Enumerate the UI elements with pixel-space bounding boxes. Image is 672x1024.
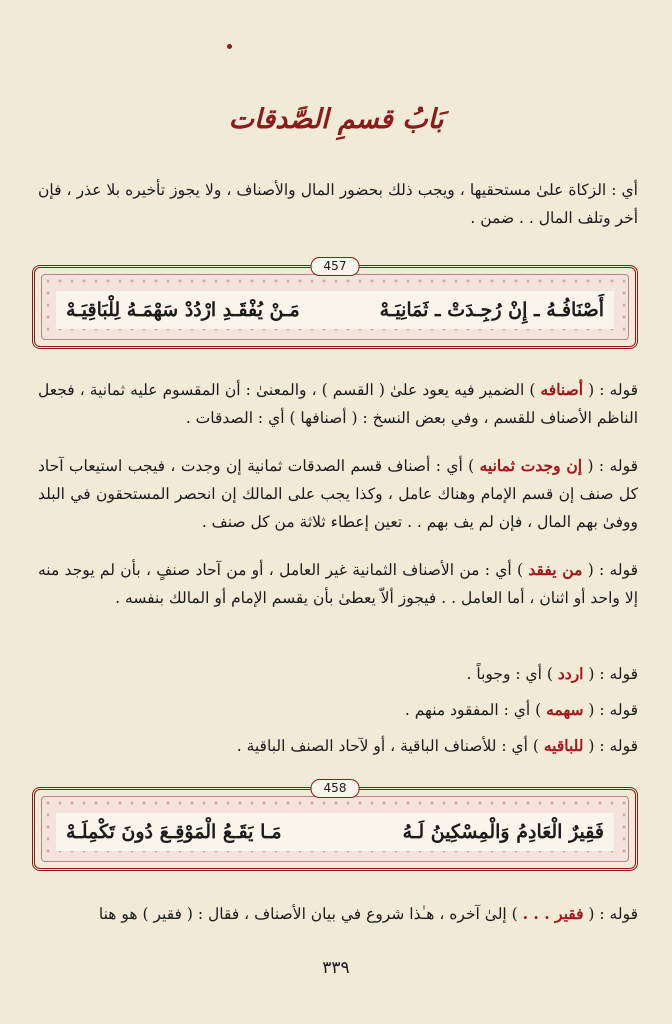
term-highlight: للباقيه xyxy=(543,736,584,755)
term-highlight: سهمه xyxy=(546,700,584,719)
verse-line xyxy=(56,813,614,851)
commentary-man-yufqad: قوله : ( من يفقد ) أي : من الأصناف الثمانية غير العامل ، أو من آحاد صنفٍ ، بأن لم يوجد منه إلا واحد أو اثنان ، أما العامل . . فيجوز ألاّ يعطىٰ بأن يقسم الإمام أو المالك بنفسه . xyxy=(38,560,639,607)
term-highlight: فقير . . . xyxy=(522,904,584,923)
commentary-urdud: قوله : ( اردد ) أي : وجوباً . xyxy=(466,664,638,683)
verse-number: 457 xyxy=(311,257,360,276)
verse-box-457 xyxy=(32,259,638,349)
page-number: ٣٣٩ xyxy=(322,958,350,978)
ornament-dot xyxy=(227,44,232,49)
verse-number: 458 xyxy=(311,779,360,798)
verse-frame xyxy=(41,796,629,862)
term-highlight: من يفقد xyxy=(528,560,583,579)
verse-line xyxy=(56,291,614,329)
commentary-lilbaqiyah: قوله : ( للباقيه ) أي : للأصناف الباقية ، أو لآحاد الصنف الباقية . xyxy=(236,736,638,755)
commentary-ashnafuhu: قوله : ( أصنافه ) الضمير فيه يعود علىٰ ( القسم ) ، والمعنىٰ : أن المقسوم عليه ثمانية ، فجعل الناظم الأصناف للقسم ، وفي بعض النسخ : ( أصنافها ) أي : الصدقات . xyxy=(38,380,638,427)
commentary-faqir: قوله : ( فقير . . . ) إلىٰ آخره ، هـٰذا شروع في بيان الأصناف ، فقال : ( فقير ) هو هنا xyxy=(98,904,638,923)
verse-box-458 xyxy=(32,781,638,871)
commentary-sahmahu: قوله : ( سهمه ) أي : المفقود منهم . xyxy=(404,700,638,719)
verse-left-hemistich: مَـنْ يُفْقَـدِ ارْدُدْ سَهْمَـهُ لِلْبَاقِيَـهْ xyxy=(66,299,300,321)
term-highlight: أصنافه xyxy=(540,380,584,399)
commentary-in-wujidat: قوله : ( إن وجدت ثمانيه ) أي : أصناف قسم الصدقات ثمانية إن وجدت ، فيجب استيعاب آحاد كل صنف إن قسم الإمام وهناك عامل ، وكذا يجب على المالك إن انحصر المستحقون في البلد ووفىٰ بهم المال ، فإن لم يف بهم . . تعين إعطاء ثلاثة من كل صنف . xyxy=(38,456,638,531)
term-highlight: اردد xyxy=(557,664,584,683)
term-highlight: إن وجدت ثمانيه xyxy=(479,456,583,475)
verse-frame xyxy=(41,274,629,340)
verse-left-hemistich: مَـا يَقَـعُ الْمَوْقِـعَ دُونَ تَكْمِلَـهْ xyxy=(66,821,282,843)
intro-paragraph: أي : الزكاة علىٰ مستحقيها ، ويجب ذلك بحضور المال والأصناف ، ولا يجوز تأخيره بلا عذر ، فإن أخر وتلف المال . . ضمن . xyxy=(38,181,638,227)
chapter-title: بَابُ قسمِ الصَّدقات xyxy=(228,104,444,135)
verse-right-hemistich: أَصْنَافُـهُ ـ إِنْ رُجِـدَتْ ـ ثَمَانِيَـهْ xyxy=(379,299,604,321)
verse-right-hemistich: فَقِيرٌ الْعَادِمُ وَالْمِسْكِينُ لَـهُ xyxy=(402,821,604,843)
